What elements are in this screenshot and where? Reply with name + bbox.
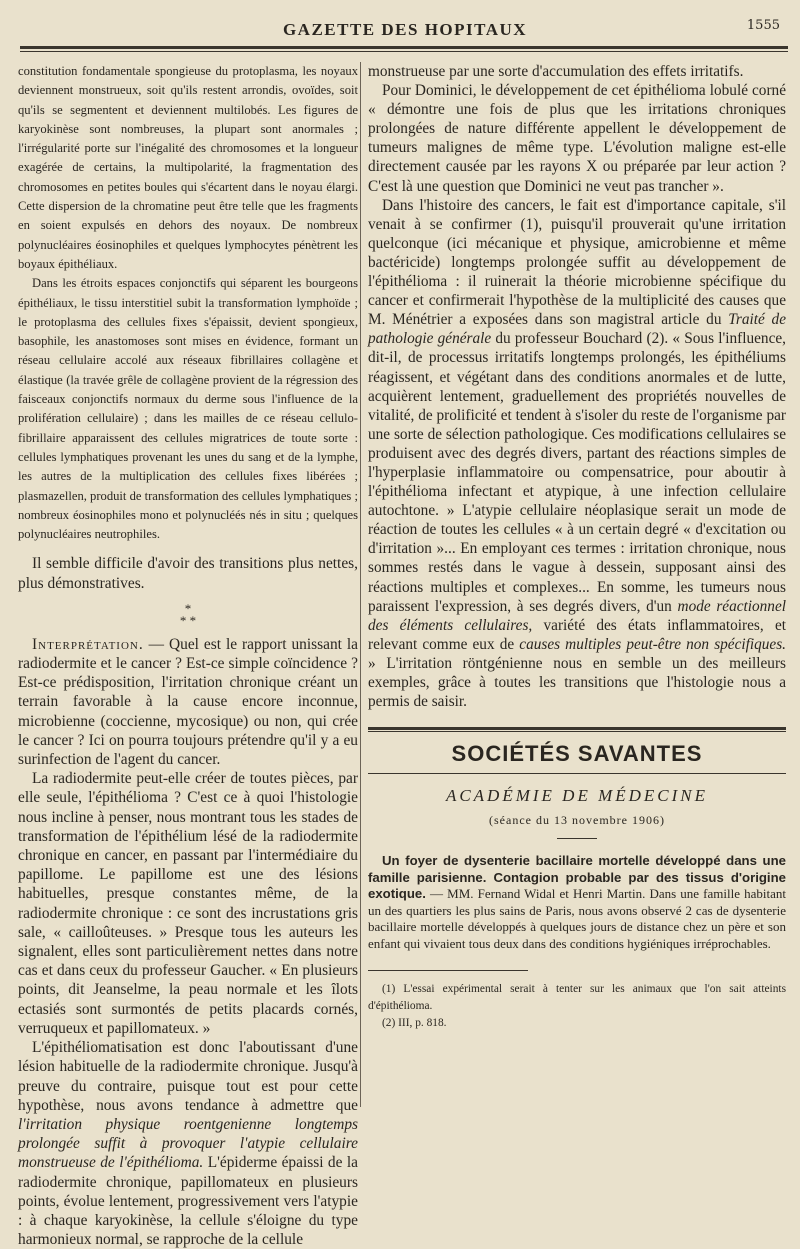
section-rule-thin — [368, 731, 786, 732]
paragraph: monstrueuse par une sorte d'accumulation des effets irritatifs. — [368, 63, 744, 80]
right-column — [368, 62, 786, 1032]
text-run: Dans l'histoire des cancers, le fait est d'importance capitale, s'il venait à se confirmer (1), puisqu'il prouverait qu'une irritation quelconque (ici mécanique et physique, amicrobienne et même bactéricide) longtemps prolongée suffit au développement de l'épithélioma : il ruinerait la théorie microbienne spécifique du cancer et confirmerait l'hypothèse de la multiplicité des causes que M. Ménétrier a exposées dans son magistral article du — [368, 196, 786, 329]
paragraph — [18, 635, 358, 769]
header-rule-thick — [20, 46, 788, 49]
journal-title: GAZETTE DES HOPITAUX — [282, 20, 528, 39]
paragraph: Dans les étroits espaces conjonctifs qui séparent les bourgeons épithéliaux, le tissu interstitiel subit la transformation lymphoïde ; le protoplasma des cellules fixes s'épaissit, devient spongieux, basophile, les anastomoses sont mises en évidence, formant un réseau cellulaire accolé aux réseaux fibrillaires collagène et élastique (la travée grêle de collagène provient de la régression des faisceaux conjonctifs normaux du derme sous l'influence de la prolifération cellulaire) ; dans les mailles de ce réseau cellulo-fibrillaire apparaissent des cellules migratrices de toute sorte : cellules lymphatiques provenant les unes du sang et de la lymphe, les autres de la multiplication des cellules fixes libérées ; plasmazellen, produit de transformation des cellules lymphatiques ; nombreux éosinophiles mono et polynucléés nés in situ ; quelques polynucléaires neutrophiles. — [18, 276, 358, 542]
footnote-rule — [368, 970, 528, 971]
page-header — [20, 18, 790, 42]
article-title: Un foyer de dysenterie bacillaire mortelle développé dans une famille parisienne. Contagion probable par des tissus d'origine exotique. — [368, 853, 786, 902]
header-rule-thin — [20, 51, 788, 52]
italic-run: mode réactionnel des éléments cellulaires, — [368, 597, 786, 634]
text-run: L'épithéliomatisation est donc l'aboutissant d'une lésion habituelle de la radiodermite chronique. Jusqu'à preuve du contraire, puisque tout est pour cette hypothèse, nous avons tendance à admettre que — [18, 1039, 358, 1114]
paragraph — [18, 1038, 358, 1249]
page-number: 1555 — [746, 18, 780, 33]
section-rule-thin — [368, 773, 786, 774]
italic-run: l'irritation physique roentgenienne longtemps prolongée suffit à provoquer l'atypie cellulaire monstrueuse de l'épithélioma. — [18, 1115, 358, 1172]
italic-run: causes multiples peut-être non spécifiques. — [519, 635, 786, 653]
paragraph — [368, 196, 786, 712]
text-run: variété des états inflammatoires, et relevant comme eux de — [368, 616, 787, 653]
footnote: (2) III, p. 818. — [382, 1017, 447, 1030]
text-run: » L'irritation röntgénienne nous en semble un des meilleurs exemples, grâce à toutes les transitions que l'histologie nous a permis de saisir. — [368, 654, 786, 711]
section-rule-thick — [368, 727, 786, 730]
article-paragraph — [368, 853, 786, 952]
italic-run: Traité de pathologie générale — [368, 311, 786, 348]
paragraph: La radiodermite peut-elle créer de toutes pièces, par elle seule, l'épithélioma ? C'est ce à quoi l'histologie nous incline à penser, nous montrant tous les stades de transformation de l'épithélium lésé de la radiodermite chronique en cancer, en passant par l'intermédiaire du papillome. Le papillome est une des lésions habituelles, presque constantes même, de la radiodermite chronique : ce sont des incrustations gris sale, « cailloûteuses. » Presque tous les auteurs les signalent, elles sont particulièrement nettes dans notre cas et dans ceux du professeur Gaucher. « En plusieurs points, dit Jeanselme, la peau normale et les îlots ectasiés sont surmontés de petits placards cornés, verruqueux et papillomateux. » — [18, 770, 358, 1037]
session-date: (séance du 13 novembre 1906) — [489, 813, 665, 828]
text-run: L'épiderme épaissi de la radiodermite chronique, papillomateux en plusieurs points, évolue lentement, progressivement vers l'atypie : à chaque karyokinèse, la cellule s'éloigne du type harmonieux normal, se rapproche de la cellule — [18, 1154, 359, 1249]
text-run: du professeur Bouchard (2). « Sous l'influence, dit-il, de processus irritatifs longtemps prolongés, les épithéliums réagissent, et végétant dans des conditions anormales et de lutte, acquièrent lentement, graduellement des propriétés nouvelles de vitalité, de prolificité et tendent à s'isoler du reste de l'organisme par une sorte de sélection pathologique. Ces modifications cellulaires se produisent avec des degrés divers, partant des réactions simples de l'hyperplasie inflammatoire ou compensatrice, pour aboutir à l'épithélioma infectant et atypique, à une infection cellulaire autochtone. » L'atypie cellulaire néoplasique serait un mode de réaction de toutes les cellules « à un certain degré « d'excitation ou d'irritation »... En employant ces termes : irritation chronique, nous sommes restés dans le vague à dessein, supposant ainsi des réactions multiples et complexes... En somme, les tumeurs nous paraissent l'expression, à ses degrés divers, d'un — [368, 330, 786, 615]
footnote: (1) L'essai expérimental serait à tenter sur les animaux que l'on sait atteints d'épithélioma. — [368, 983, 786, 1013]
paragraph: constitution fondamentale spongieuse du protoplasma, les noyaux deviennent monstrueux, soit qu'ils restent arrondis, ovoïdes, soit qu'ils se segmentent et deviennent multilobés. Les figures de karyokinèse sont nombreuses, la plupart sont anormales ; l'irrégularité porte sur l'inégalité des chromosomes et la longueur exagérée de certains, la multipolarité, la fragmentation des chromosomes en petites boules qui s'écartent dans le noyau élargi. Cette dispersion de la chromatine peut être telle que les fragments en soient expulsés en dehors des noyaux. De nombreux polynucléaires éosinophiles et quelques lymphocytes pénètrent les boyaux épithéliaux. — [18, 64, 358, 271]
paragraph-text: — Quel est le rapport unissant la radiodermite et le cancer ? Est-ce simple coïncidence ? Est-ce prédisposition, l'irritation chronique créant un terrain favorable à la cause encore inconnue, microbienne (coccienne, mycosique) ou non, qui crée le cancer ? Ici on pourra toujours prétendre qu'il y a eu surinfection de l'agent du cancer. — [18, 635, 358, 769]
article-text: Dans une famille habitant un des quartiers les plus sains de Paris, nous avons observé 2 cas de dysenterie bacillaire mortelle développés à quelques jours de distance chez un père et son enfant qui vivaient tous deux dans des conditions hygiéniques irréprochables. — [368, 886, 786, 951]
academy-heading: ACADÉMIE DE MÉDECINE — [445, 786, 709, 806]
section-stars: * * * — [179, 600, 197, 628]
short-rule — [557, 838, 597, 839]
column-divider — [360, 62, 361, 1107]
paragraph-label: Interprétation. — [32, 635, 144, 653]
left-column — [18, 62, 358, 1249]
section-title: SOCIÉTÉS SAVANTES — [451, 741, 703, 767]
paragraph: Pour Dominici, le développement de cet épithélioma lobulé corné « démontre une fois de plus que les irritations chroniques prolongées de nature différente appellent le développement de tumeurs malignes de même type. L'évolution maligne est-elle directement causée par les rayons X ou préparée par leur action ? C'est là une question que Dominici ne veut pas trancher ». — [368, 82, 786, 195]
article-authors: — MM. Fernand Widal et Henri Martin. — [425, 886, 646, 902]
paragraph: Il semble difficile d'avoir des transitions plus nettes, plus démonstratives. — [18, 555, 358, 592]
